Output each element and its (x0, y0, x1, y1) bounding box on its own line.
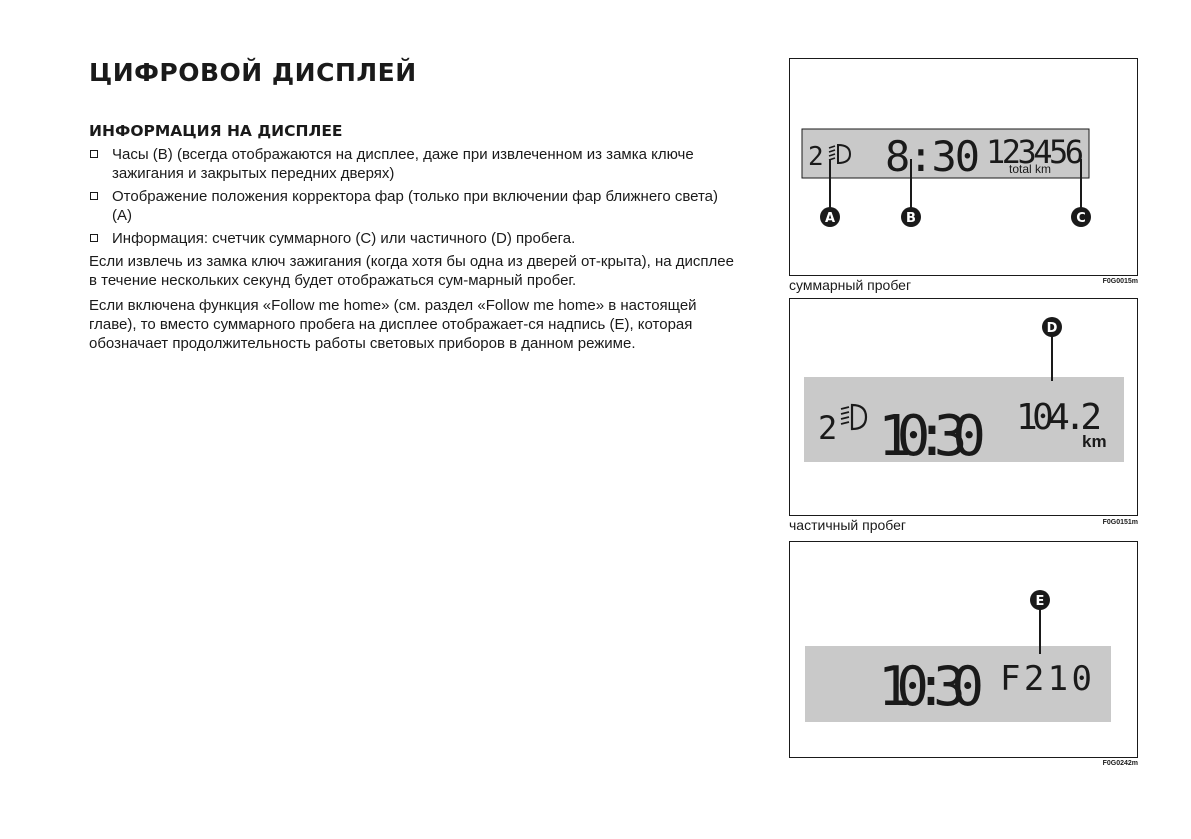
figure-follow-me-home (789, 541, 1138, 758)
odometer-readout: 123456 (986, 133, 1084, 171)
clock-readout: 10:30 (878, 404, 986, 469)
clock-readout: 10:30 (878, 655, 984, 718)
svg-text:A: A (824, 211, 836, 226)
figure-code: F0G0151m (1102, 519, 1138, 526)
checkbox-bullet-icon (90, 192, 98, 200)
bullet-list (89, 145, 739, 248)
section-title: ИНФОРМАЦИЯ НА ДИСПЛЕЕ (89, 122, 343, 140)
checkbox-bullet-icon (90, 150, 98, 158)
svg-text:C: C (1076, 211, 1086, 226)
paragraph: Если извлечь из замка ключ зажигания (когда хотя бы одна из дверей от-крыта), на дисплее в течение нескольких секунд будет отображаться сум-марный пробег. (89, 253, 734, 289)
marker-d (1042, 317, 1062, 337)
figure-code: F0G0242m (1102, 760, 1138, 767)
svg-text:B: B (906, 211, 916, 226)
clock-readout: 8:30 (885, 132, 980, 181)
follow-me-readout: F210 (1000, 659, 1092, 699)
page-title: ЦИФРОВОЙ ДИСПЛЕЙ (89, 58, 417, 87)
unit-label: km (1082, 432, 1107, 451)
headlamp-level-digit: 2 (808, 142, 824, 172)
marker-e (1030, 590, 1050, 610)
marker-b (901, 207, 921, 227)
svg-text:E: E (1035, 594, 1045, 609)
bullet-item: Информация: счетчик суммарного (С) или частичного (D) пробега. (89, 229, 739, 248)
bullet-item: Часы (В) (всегда отображаются на дисплее, даже при извлеченном из замка ключе зажигания и закрытых передних дверях) (89, 145, 739, 183)
svg-text:D: D (1046, 321, 1058, 336)
bullet-item: Отображение положения корректора фар (только при включении фар ближнего света) (А) (89, 187, 739, 225)
figure-code: F0G0015m (1102, 278, 1138, 285)
display-illustration (790, 59, 1139, 277)
paragraph: Если включена функция «Follow me home» (см. раздел «Follow me home» в настоящей главе), то вместо суммарного пробега на дисплее отображает-ся надпись (E), которая обозначает продолжительность работы световых приборов в данном режиме. (89, 297, 697, 352)
headlamp-level-digit: 2 (818, 409, 838, 447)
figure-caption: суммарный пробег (789, 277, 912, 293)
figure-total-mileage (789, 58, 1138, 276)
unit-label: total km (1009, 162, 1052, 176)
body-text (89, 145, 739, 359)
marker-a (820, 207, 840, 227)
marker-c (1071, 207, 1091, 227)
display-illustration (790, 542, 1139, 759)
figure-trip-mileage (789, 298, 1138, 516)
checkbox-bullet-icon (90, 234, 98, 242)
display-illustration (790, 299, 1139, 517)
trip-readout: 104.2 (1016, 397, 1102, 438)
figure-caption: частичный пробег (789, 517, 907, 533)
